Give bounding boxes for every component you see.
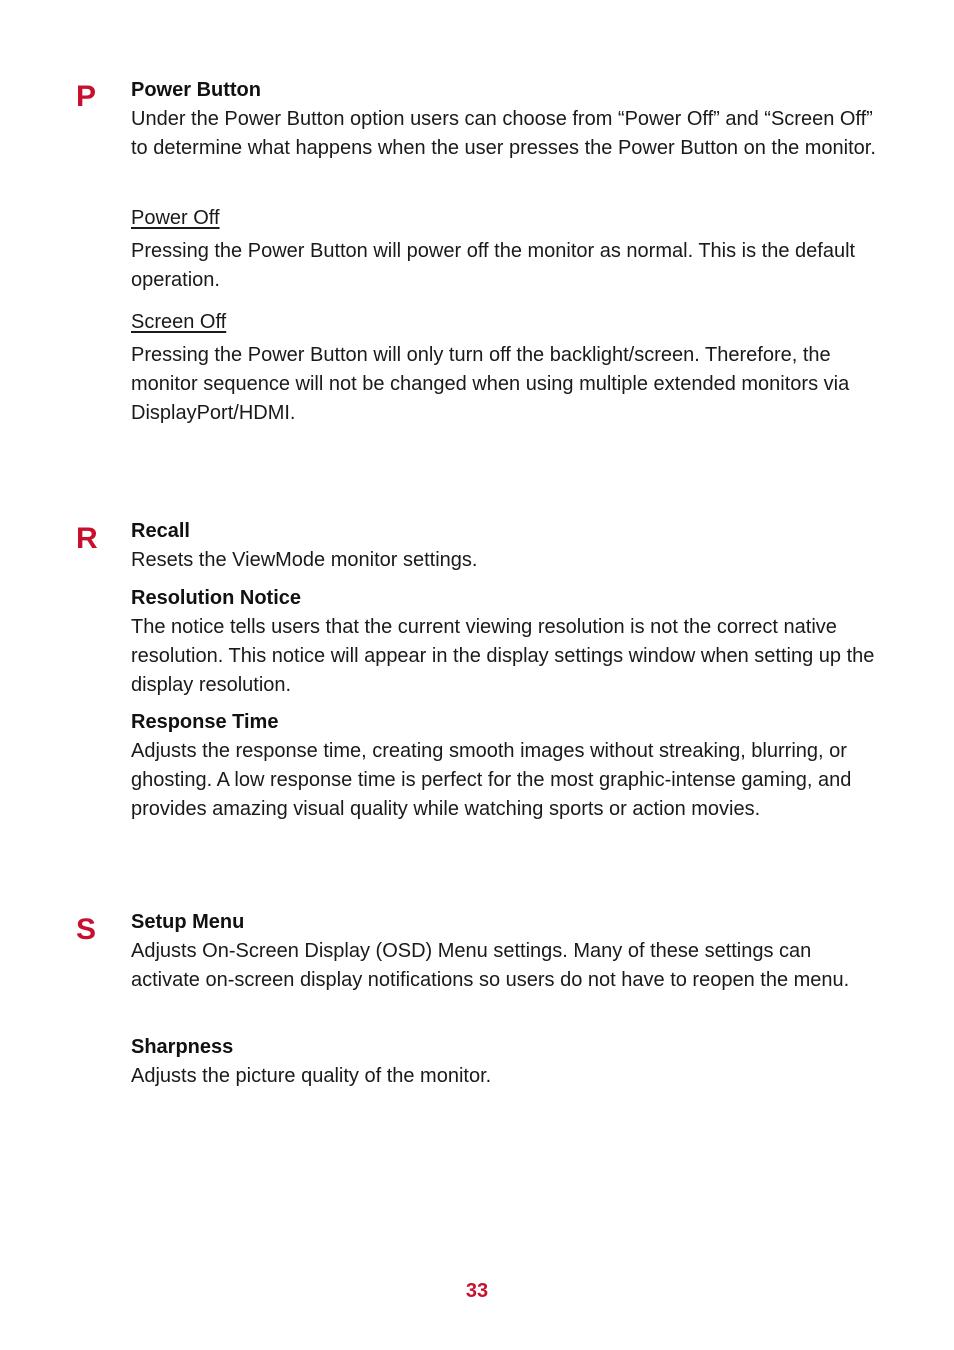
entry-title: Response Time [131, 711, 279, 733]
entry-title: Power Button [131, 79, 261, 101]
entry-description: Resets the ViewMode monitor settings. [131, 549, 478, 571]
subentry-power-off [131, 204, 881, 295]
entry-title: Setup Menu [131, 911, 245, 933]
subentry-title: Power Off [131, 207, 220, 229]
entry-title: Recall [131, 520, 190, 542]
entry-description: Adjusts the picture quality of the monitor. [131, 1065, 492, 1087]
subentry-screen-off [131, 308, 881, 428]
entry-recall [131, 517, 881, 575]
entry-setup-menu [131, 908, 881, 995]
section-letter-r: R [76, 522, 98, 555]
entry-description: Adjusts On-Screen Display (OSD) Menu settings. Many of these settings can activate on-screen display notifications so users do not have to reopen the menu. [131, 940, 850, 991]
entry-description: Adjusts the response time, creating smooth images without streaking, blurring, or ghosting. A low response time is perfect for the most graphic-intense gaming, and provides amazing visual quality while watching sports or action movies. [131, 740, 852, 820]
page-number: 33 [465, 1280, 489, 1302]
entry-sharpness [131, 1033, 881, 1091]
entry-title: Resolution Notice [131, 587, 302, 609]
entry-resolution-notice [131, 584, 881, 700]
subentry-description: Pressing the Power Button will power off the monitor as normal. This is the default operation. [131, 240, 856, 291]
entry-description: Under the Power Button option users can choose from “Power Off” and “Screen Off” to determine what happens when the user presses the Power Button on the monitor. [131, 108, 876, 159]
entry-response-time [131, 708, 881, 824]
section-letter-s: S [76, 913, 97, 946]
entry-description: The notice tells users that the current viewing resolution is not the correct native resolution. This notice will appear in the display settings window when setting up the display resolution. [131, 616, 875, 696]
entry-title: Sharpness [131, 1036, 234, 1058]
subentry-title: Screen Off [131, 311, 227, 333]
subentry-description: Pressing the Power Button will only turn off the backlight/screen. Therefore, the monitor sequence will not be changed when using multiple extended monitors via DisplayPort/HDMI. [131, 344, 850, 424]
entry-power-button [131, 76, 881, 163]
section-letter-p: P [76, 80, 97, 113]
